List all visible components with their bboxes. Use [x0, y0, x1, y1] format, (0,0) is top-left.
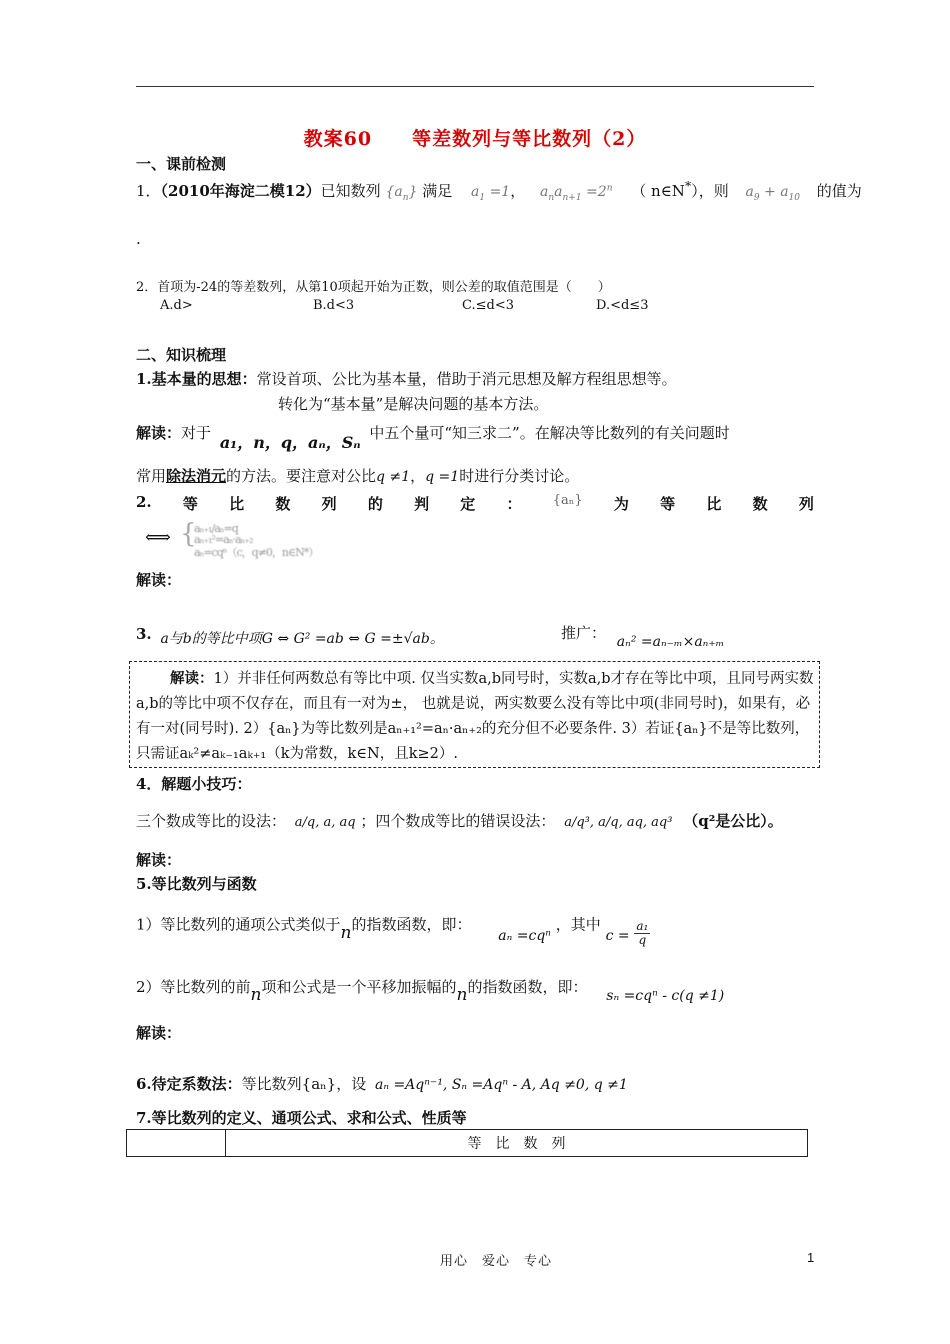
reading-1-text-a: 中五个量可“知三求二”。在解决等比数列的有关问题时 — [369, 424, 730, 442]
geometric-mean-formula: a与b的等比中项G ⇔ G² =ab ⇔ G =±√ab。 — [160, 631, 444, 647]
point-2-char: 比 — [706, 495, 722, 513]
table-header-geometric: 等 比 数 列 — [226, 1130, 808, 1157]
table-row — [127, 1130, 808, 1157]
point-1-text: 常设首项、公比为基本量，借助于消元思想及解方程组思想等。 — [256, 370, 677, 388]
reading-2-label: 解读： — [136, 571, 182, 589]
q1-sequence: $\{a_n\}$ — [385, 184, 418, 203]
point-2-blurred-formula-2: aₙ₊₁²=aₙ·aₙ₊₂ — [194, 533, 253, 546]
point-2-char: 数 — [752, 495, 768, 513]
reading-box-text: 解读：1）并非任何两数总有等比中项. 仅当实数a,b同号时，实数a,b才存在等比中项，且同号两实数a,b的等比中项不仅存在，而且有一对为±， 也就是说，两实数要么没有等比中项(非同号时)，如果有，必有一对(同号时). 2）{aₙ}为等比数列是aₙ₊₁²=aₙ·aₙ₊₂的充分但不必要条件. 3）若证{aₙ}不是等比数列，只需证aₖ²≠aₖ₋₁aₖ₊₁（k为常数，k∈N，且k≥2）. — [136, 670, 814, 762]
reading-1-line-2: 常用除法消元的方法。要注意对公比q ≠1，q =1时进行分类讨论。 — [136, 467, 580, 485]
question-1: 1．（2010年海淀二模12）已知数列 $\{a_n\}$ 满足 $a_1 =1$， $a_na_{n+1} =2^n$ （ n∈N*），则 $a_9 + a_{10}$ 的值为 — [136, 178, 862, 203]
point-2-blurred-formula-1: aₙ₊₁/aₙ=q — [194, 522, 238, 535]
page-number: 1 — [807, 1250, 815, 1265]
point-3-generalization: 推广： aₙ² =aₙ₋ₘ×aₙ₊ₘ — [561, 624, 725, 650]
point-2-arrow: ⟺ — [145, 527, 171, 548]
section-heading-knowledge: 二、知识梳理 — [136, 346, 227, 364]
three-term-setup: a/q, a, aq — [294, 815, 356, 830]
q-not-one: q ≠1 — [376, 469, 411, 485]
point-5-line-1: 1）等比数列的通项公式类似于n的指数函数，即： aₙ =cqⁿ ，其中 c = $\frac{\text{a₁}}{q}$ — [136, 915, 649, 947]
q2-option-c: C.≤d<3 — [462, 298, 514, 313]
point-2-char: 的 — [367, 495, 383, 513]
point-1-text-2: 转化为“基本量”是解决问题的基本方法。 — [278, 395, 549, 413]
q1-text-b: 满足 — [422, 182, 453, 200]
reading-4-label: 解读： — [136, 1024, 182, 1042]
reading-1-lead: 对于 — [181, 424, 212, 442]
q1-sum: $a_9 + a_{10}$ — [745, 184, 801, 203]
q1-recurrence: $a_na_{n+1} =2^n$ — [540, 183, 613, 203]
reading-1-label: 解读： — [136, 424, 182, 442]
point-1-label: 1.基本量的思想： — [136, 370, 257, 388]
point-7-heading: 7.等比数列的定义、通项公式、求和公式、性质等 — [136, 1109, 467, 1127]
q1-number: 1． — [136, 182, 161, 200]
section-heading-pretest: 一、课前检测 — [136, 155, 227, 173]
table-cell-empty — [127, 1130, 226, 1157]
point-4-text: 三个数成等比的设法： a/q, a, aq ；四个数成等比的错误设法： a/q³, a/q, aq, aq³ （q²是公比）。 — [136, 812, 783, 830]
point-2-char: 2. — [136, 493, 152, 511]
point-2 — [136, 493, 814, 514]
page-footer: 用心 爱心 专心 — [440, 1254, 553, 1269]
point-6: 6.待定系数法：等比数列{aₙ}，设 aₙ =Aqⁿ⁻¹, Sₙ =Aqⁿ - A, Aq ≠0, q ≠1 — [136, 1075, 628, 1093]
point-2-char: {aₙ} — [552, 493, 583, 508]
point-2-spread-text — [136, 493, 814, 514]
q1-text-a: 已知数列 — [320, 182, 381, 200]
c-definition: c = — [605, 927, 630, 944]
generalization-formula: aₙ² =aₙ₋ₘ×aₙ₊ₘ — [616, 634, 725, 650]
point-3: 3. a与b的等比中项G ⇔ G² =ab ⇔ G =±√ab。 — [136, 625, 444, 647]
point-1 — [136, 368, 677, 389]
point-2-char: 比 — [229, 495, 245, 513]
point-2-blurred-formula-3: aₙ=cqⁿ（c，q≠0，n∈N*） — [194, 546, 319, 559]
c-fraction: $\frac{\text{a₁}}{q}$ — [636, 919, 649, 947]
point-5-heading: 5.等比数列与函数 — [136, 875, 257, 893]
point-2-brace: { — [180, 519, 197, 549]
reading-3-label: 解读： — [136, 851, 182, 869]
point-2-char: 等 — [182, 495, 198, 513]
point-2-char: 等 — [660, 495, 676, 513]
reading-1 — [136, 420, 730, 452]
point-2-char: ： — [506, 495, 522, 513]
q1-a1: $a_1 =1$ — [471, 184, 511, 203]
q1-condition: （ n∈N*），则 — [631, 178, 729, 200]
four-term-setup: a/q³, a/q, aq, aq³ — [564, 815, 673, 830]
point-5-line-2: 2）等比数列的前n项和公式是一个平移加振幅的n的指数函数，即： sₙ =cqⁿ - c(q ≠1) — [136, 978, 725, 1005]
question-2: 2．首项为-24的等差数列，从第10项起开始为正数，则公差的取值范围是（ ） — [136, 280, 611, 295]
general-term-formula: aₙ =cqⁿ — [498, 927, 551, 944]
page-title: 教案60 等差数列与等比数列（2） — [303, 128, 647, 150]
point-4-note: （q²是公比）。 — [683, 812, 783, 830]
point-2-char: 列 — [321, 495, 337, 513]
q1-text-c: 的值为 — [816, 182, 862, 200]
sum-formula: sₙ =cqⁿ - c(q ≠1) — [606, 988, 725, 1004]
point-2-char: 为 — [613, 495, 629, 513]
point-2-char: 定 — [460, 495, 476, 513]
undetermined-coefficient-formula: aₙ =Aqⁿ⁻¹, Sₙ =Aqⁿ - A, Aq ≠0, q ≠1 — [374, 1077, 628, 1093]
q2-option-a: A.d> — [160, 298, 193, 313]
top-rule — [136, 86, 814, 87]
summary-table — [126, 1129, 808, 1157]
q1-source: （2010年海淀二模12） — [160, 182, 321, 200]
division-elimination: 除法消元 — [166, 467, 227, 485]
point-4-heading: 4．解题小技巧： — [136, 775, 252, 793]
point-2-char: 列 — [798, 495, 814, 513]
q2-option-b: B.d<3 — [313, 298, 355, 313]
point-2-char: 判 — [414, 495, 430, 513]
point-2-char: 数 — [275, 495, 291, 513]
q2-option-d: D.<d≤3 — [596, 298, 649, 313]
five-quantities: a₁，n，q，aₙ，Sₙ — [219, 433, 361, 452]
q1-trailing-dot: . — [136, 230, 141, 248]
q-equals-one: q =1 — [425, 469, 460, 485]
